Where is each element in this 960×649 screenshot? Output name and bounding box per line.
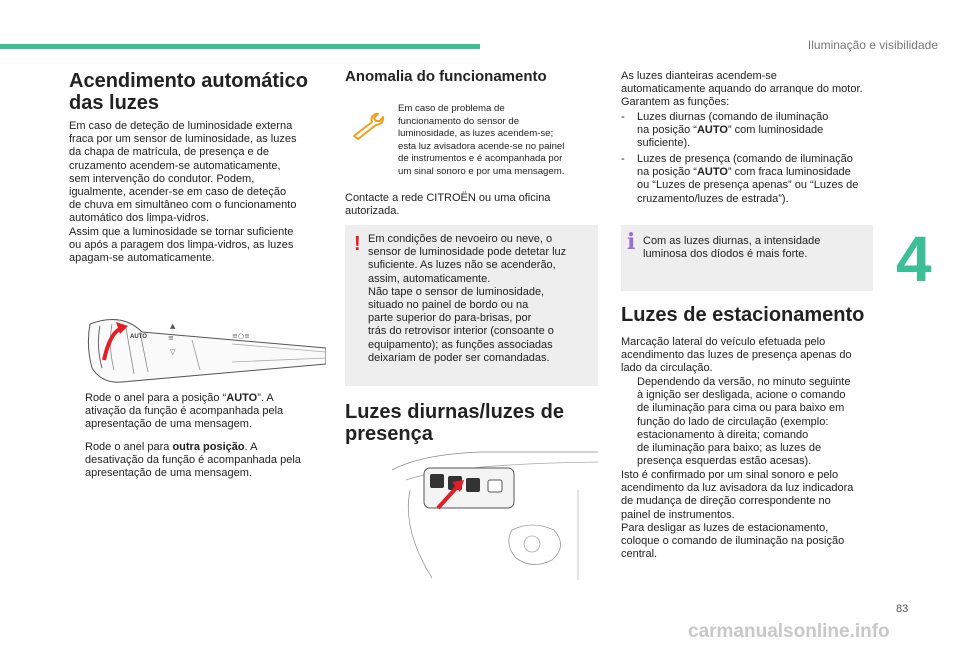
info-icon: i xyxy=(627,229,636,255)
svg-text:≡: ≡ xyxy=(168,334,174,342)
title-auto-lights: Acendimento automático das luzes xyxy=(69,70,308,114)
chapter-number: 4 xyxy=(896,223,932,295)
drl-dash-position: - Luzes de presença (comando de iluminação na posição “AUTO” com fraca luminosidade ou “Luzes de presença apenas” ou “Luzes de cruzamento/luzes de estrada”). xyxy=(621,153,859,205)
warning-icon: ! xyxy=(354,233,361,255)
title-daytime-lights: Luzes diurnas/luzes de presença xyxy=(345,401,564,445)
drl-dash-daytime: - Luzes diurnas (comando de iluminação na posição “AUTO” com luminosidade suficiente). xyxy=(621,111,829,150)
lighting-stalk-illustration xyxy=(82,304,326,388)
lighting-stalk-drawing xyxy=(82,304,326,388)
auto-lights-paragraph: Em caso de deteção de luminosidade externa fraca por um sensor de luminosidade, as luzes da chapa de matrícula, de presença e de cruzamento acendem-se automaticamente, sem intervenção do condutor. Podem, igualmente, acender-se em caso de deteção de chuva em simultâneo com o funcionamento automático dos limpa-vidros. Assim que a luminosidade se tornar suficiente ou após a paragem dos limpa-vidros, as luzes apagam-se automaticamente. xyxy=(69,120,297,265)
dashboard-drawing xyxy=(392,450,598,580)
svg-text:▽: ▽ xyxy=(170,348,176,356)
fog-warning-text: Em condições de nevoeiro ou neve, o sensor de luminosidade pode detetar luz suficiente. As luzes não se acenderão, assim, automaticamente. Não tape o sensor de luminosidade, situado no painel de bordo ou na parte superior do para-brisas, por trás do retrovisor interior (consoante o equipamento); as funções associadas deixariam de poder ser comandadas. xyxy=(368,233,567,364)
title-parking-lights: Luzes de estacionamento xyxy=(621,304,865,326)
bullet-auto-on: Rode o anel para a posição “AUTO”. A ativação da função é acompanhada pela apresentação de uma mensagem. xyxy=(69,392,331,432)
malfunction-warning-text: Em caso de problema de funcionamento do sensor de luminosidade, as luzes acendem-se; esta luz avisadora acende-se no painel de instrumentos e é acompanhada por um sinal sonoro e por uma mensagem. xyxy=(398,103,565,177)
dashboard-switch-illustration xyxy=(392,450,598,580)
drl-info-box xyxy=(621,225,873,291)
parking-bullet: Dependendo da versão, no minuto seguinte à ignição ser desligada, acione o comando de iluminação para cima ou para baixo em função do lado de circulação (exemplo: estacionamento à direita; comando de iluminação para baixo; as luzes de presença esquerdas estão acesas). xyxy=(637,376,851,468)
top-accent-bar xyxy=(0,44,480,49)
bullet-mark xyxy=(69,441,85,481)
drl-intro: As luzes dianteiras acendem-se automaticamente aquando do arranque do motor. Garantem as funções: xyxy=(621,70,863,109)
drl-info-text: Com as luzes diurnas, a intensidade luminosa dos díodos é mais forte. xyxy=(643,235,821,261)
parking-outro: Isto é confirmado por um sinal sonoro e pelo acendimento da luz avisadora da luz indicadora de mudança de direção correspondente no painel de instrumentos. Para desligar as luzes de estacionamento, coloque o comando de iluminação na posição central. xyxy=(621,469,854,561)
bullet-mark xyxy=(69,392,85,432)
svg-text:≡○≡: ≡○≡ xyxy=(232,332,250,340)
wrench-icon xyxy=(352,112,386,140)
section-title: Iluminação e visibilidade xyxy=(807,38,938,52)
page-number: 83 xyxy=(896,603,909,615)
bullet-auto-off: Rode o anel para outra posição. A desativação da função é acompanhada pela apresentação de uma mensagem. xyxy=(69,441,331,481)
watermark: carmanualsonline.info xyxy=(688,621,890,642)
fog-warning-box xyxy=(345,225,598,386)
title-malfunction: Anomalia do funcionamento xyxy=(345,68,547,85)
parking-intro: Marcação lateral do veículo efetuada pelo acendimento das luzes de presença apenas do lado da circulação. xyxy=(621,336,852,375)
svg-text:▲: ▲ xyxy=(170,322,176,330)
auto-label: AUTO xyxy=(130,334,147,340)
contact-dealer-text: Contacte a rede CITROËN ou uma oficina autorizada. xyxy=(345,192,551,218)
